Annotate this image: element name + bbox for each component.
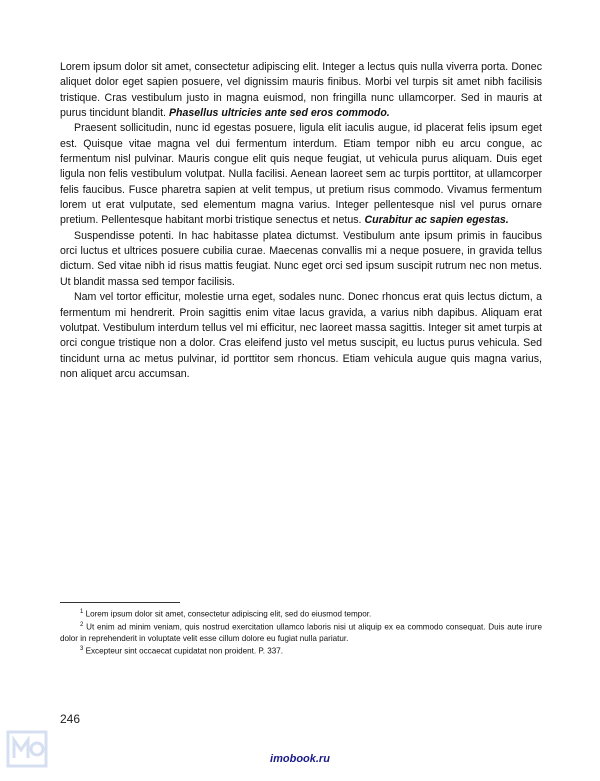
main-text (60, 60, 542, 382)
footnote-text: Ut enim ad minim veniam, quis nostrud exercitation ullamco laboris nisi ut aliquip ex ea commodo consequat. Duis aute irure dolor in reprehenderit in voluptate velit esse cillum dolore eu fugiat nulla pariatur. (60, 622, 542, 643)
body-paragraph (60, 121, 542, 228)
footnote-list (60, 607, 542, 657)
footnotes (60, 602, 542, 657)
footnote (60, 620, 542, 644)
paragraph-text: Suspendisse potenti. In hac habitasse platea dictumst. Vestibulum ante ipsum primis in faucibus orci luctus et ultrices posuere cubilia curae. Maecenas convallis mi a neque posuere, in gravida tellus dictum. Sed vitae nibh id risus mattis feugiat. Nunc eget orci sed ipsum suscipit rutrum nec non metus. Ut blandit massa sed tempor facilisis. (60, 229, 542, 288)
site-link[interactable]: imobook.ru (270, 753, 330, 765)
footnote-text: Lorem ipsum dolor sit amet, consectetur adipiscing elit, sed do eiusmod tempor. (83, 609, 372, 619)
body-paragraph (60, 60, 542, 121)
footnote (60, 607, 542, 620)
paragraph-text: Lorem ipsum dolor sit amet, consectetur adipiscing elit. Integer a lectus quis nulla viverra porta. Donec aliquet dolor eget sapien posuere, vel dignissim mauris finibus. Morbi vel turpis sit amet nibh facilisis tristique. Cras vestibulum justo in magna euismod, non fringilla nunc ullamcorper. Sed in mauris at purus tincidunt blandit. (60, 61, 542, 120)
emphasized-text: Phasellus ultricies ante sed eros commodo. (168, 107, 390, 120)
footnote-divider (60, 602, 180, 603)
body-paragraph (60, 290, 542, 382)
footnote-text: Excepteur sint occaecat cupidatat non proident. P. 337. (83, 646, 283, 656)
footnote (60, 644, 542, 657)
footnote-number: 1 (80, 609, 84, 615)
page-number: 246 (60, 712, 81, 726)
body-paragraph (60, 229, 542, 290)
paragraph-text: Praesent sollicitudin, nunc id egestas posuere, ligula elit iaculis augue, id placerat felis ipsum eget est. Quisque vitae magna vel dui fermentum interdum. Etiam tempor nibh eu arcu congue, ac fermentum nisl pulvinar. Mauris congue elit quis neque feugiat, ut vehicula purus aliquam. Duis eget ligula non felis vestibulum volutpat. Nulla facilisi. Aenean laoreet sem ac turpis porttitor, at ullamcorper felis faucibus. Fusce pharetra sapien at velit tempus, ut pretium risus commodo. Vivamus fermentum lorem ut erat vulputate, sed elementum magna varius. Integer pellentesque nisl vel purus ornare pretium. Pellentesque habitant morbi tristique senectus et netus. (60, 122, 542, 227)
footnote-number: 3 (80, 645, 84, 652)
paragraph-text: Nam vel tortor efficitur, molestie urna eget, sodales nunc. Donec rhoncus erat quis lectus dictum, a fermentum mi hendrerit. Proin sagittis enim vitae lacus gravida, a varius nibh dapibus. Aliquam erat volutpat. Vestibulum interdum tellus vel mi efficitur, nec laoreet massa sagittis. Integer sit amet turpis at orci congue tristique non a dolor. Cras eleifend justo vel metus suscipit, eu luctus purus vehicula. Sed tincidunt urna ac metus pulvinar, id porttitor sem rhoncus. Etiam vehicula augue quis magna varius, non aliquet arcu accumsan. (60, 291, 542, 380)
footnote-number: 2 (80, 621, 84, 628)
emphasized-text: Curabitur ac sapien egestas. (364, 214, 509, 227)
